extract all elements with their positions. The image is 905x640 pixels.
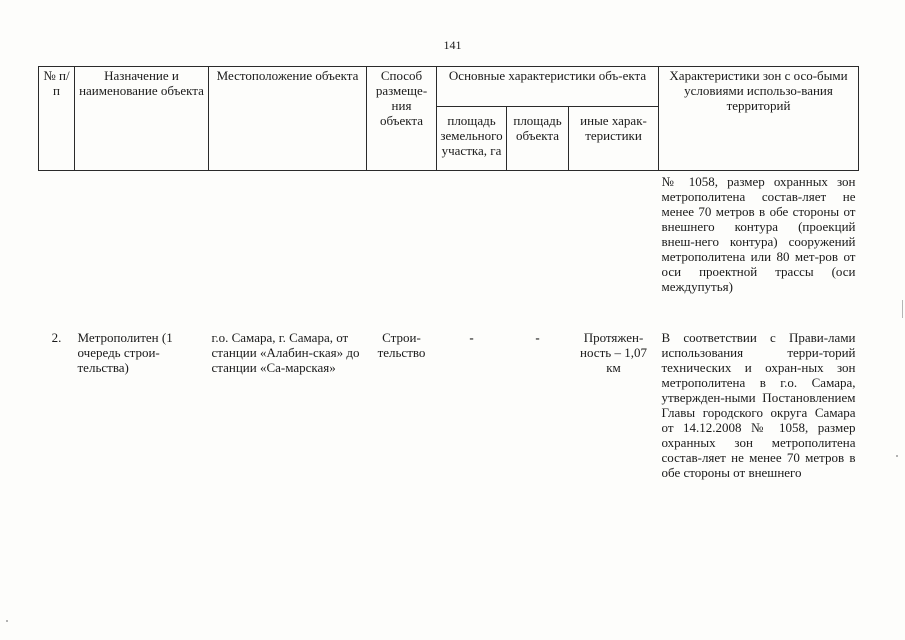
row-object-area: - [535, 330, 540, 345]
row-other-characteristics: Протяжен-ность – 1,07 км [580, 330, 647, 375]
table-row [39, 326, 859, 480]
continuation-zones-text: № 1058, размер охранных зон метрополитена состав-ляет не менее 70 метров в обе стороны от внешнего контура (проекций внеш-него контура) сооружений метрополитена или 80 мет-ров от оси проектной трассы (оси междупутья) [661, 174, 856, 294]
header-other-characteristics: иные харак-теристики [569, 107, 659, 171]
table-row-continuation [39, 171, 859, 327]
header-object-area: площадь объекта [507, 107, 569, 171]
row-num: 2. [51, 330, 62, 345]
header-name: Назначение и наименование объекта [75, 67, 209, 171]
row-zones: В соответствии с Прави-лами использования терри-торий технических и охран-ных зон метрополитена в г.о. Самара, утвержден-ными Постановлением Главы городского округа Самара от 14.12.2008 № 1058, размер охранных зон метрополитена состав-ляет не менее 70 метров в обе стороны от внешнего [661, 330, 856, 480]
row-method: Строи-тельство [377, 330, 426, 360]
header-location: Местоположение объекта [209, 67, 367, 171]
header-land-area: площадь земельного участка, га [437, 107, 507, 171]
row-location: г.о. Самара, г. Самара, от станции «Алабин-ская» до станции «Са-марская» [211, 330, 360, 375]
table-body [39, 171, 859, 481]
objects-table [38, 66, 859, 480]
scan-speck [6, 620, 8, 622]
header-num: № п/п [39, 67, 75, 171]
scan-speck [896, 455, 898, 457]
header-main-characteristics: Основные характеристики объ-екта [437, 67, 659, 107]
header-method: Способ размеще-ния объекта [367, 67, 437, 171]
page-number: 141 [443, 38, 462, 52]
row-land-area: - [469, 330, 474, 345]
row-name: Метрополитен (1 очередь строи-тельства) [77, 330, 173, 375]
scan-edge-mark [902, 300, 903, 318]
header-zones: Характеристики зон с осо-быми условиями использо-вания территорий [659, 67, 859, 171]
table-header [39, 67, 859, 171]
